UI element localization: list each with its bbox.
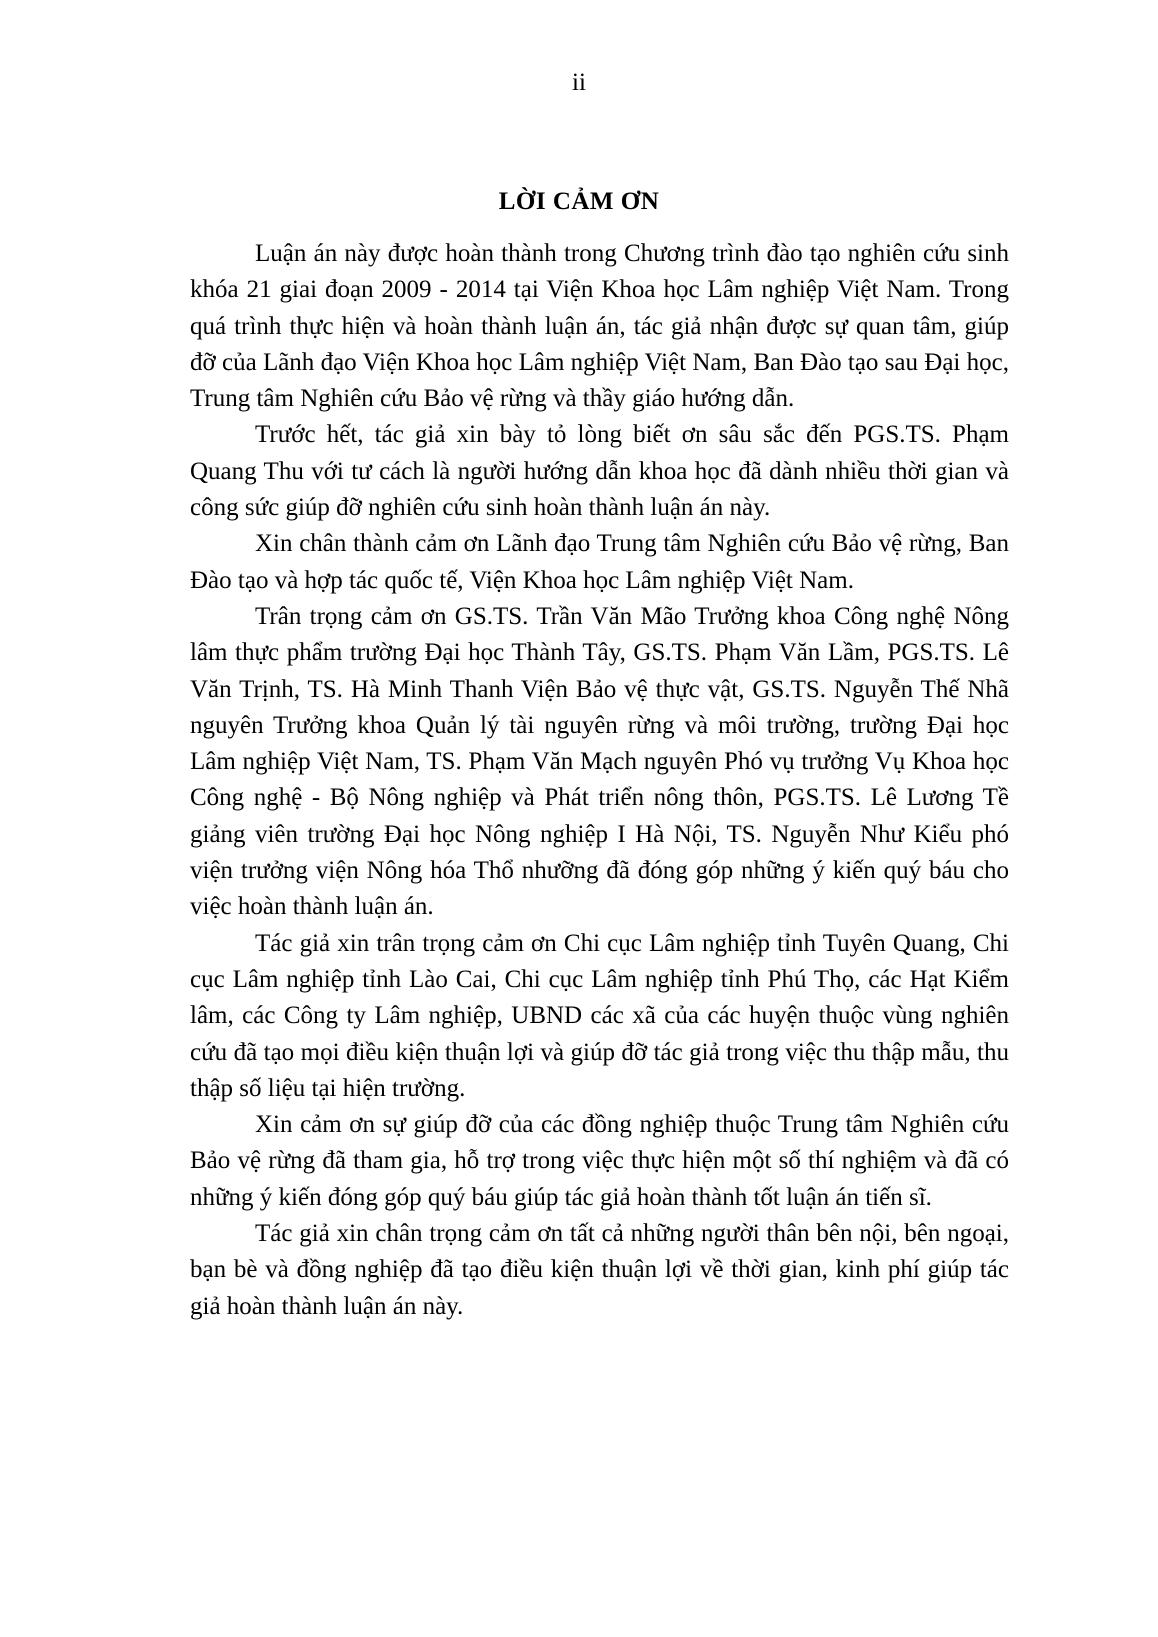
page-number: ii bbox=[572, 69, 586, 96]
paragraph-4: Trân trọng cảm ơn GS.TS. Trần Văn Mão Trưởng khoa Công nghệ Nông lâm thực phẩm trường Đại học Thành Tây, GS.TS. Phạm Văn Lầm, PGS.TS. Lê Văn Trịnh, TS. Hà Minh Thanh Viện Bảo vệ thực vật, GS.TS. Nguyễn Thế Nhã nguyên Trưởng khoa Quản lý tài nguyên rừng và môi trường, trường Đại học Lâm nghiệp Việt Nam, TS. Phạm Văn Mạch nguyên Phó vụ trưởng Vụ Khoa học Công nghệ - Bộ Nông nghiệp và Phát triển nông thôn, PGS.TS. Lê Lương Tề giảng viên trường Đại học Nông nghiệp I Hà Nội, TS. Nguyễn Như Kiểu phó viện trưởng viện Nông hóa Thổ nhưỡng đã đóng góp những ý kiến quý báu cho việc hoàn thành luận án. bbox=[190, 602, 1009, 921]
paragraph-5: Tác giả xin trân trọng cảm ơn Chi cục Lâm nghiệp tỉnh Tuyên Quang, Chi cục Lâm nghiệp tỉnh Lào Cai, Chi cục Lâm nghiệp tỉnh Phú Thọ, các Hạt Kiểm lâm, các Công ty Lâm nghiệp, UBND các xã của các huyện thuộc vùng nghiên cứu đã tạo mọi điều kiện thuận lợi và giúp đỡ tác giả trong việc thu thập mẫu, thu thập số liệu tại hiện trường. bbox=[190, 929, 1009, 1102]
acknowledgements-body bbox=[190, 236, 1009, 1325]
paragraph-1: Luận án này được hoàn thành trong Chương trình đào tạo nghiên cứu sinh khóa 21 giai đoạn 2009 - 2014 tại Viện Khoa học Lâm nghiệp Việt Nam. Trong quá trình thực hiện và hoàn thành luận án, tác giả nhận được sự quan tâm, giúp đỡ của Lãnh đạo Viện Khoa học Lâm nghiệp Việt Nam, Ban Đào tạo sau Đại học, Trung tâm Nghiên cứu Bảo vệ rừng và thầy giáo hướng dẫn. bbox=[190, 240, 1009, 413]
page-title: LỜI CẢM ƠN bbox=[498, 188, 660, 215]
paragraph-7: Tác giả xin chân trọng cảm ơn tất cả những người thân bên nội, bên ngoại, bạn bè và đồng nghiệp đã tạo điều kiện thuận lợi về thời gian, kinh phí giúp tác giả hoàn thành luận án này. bbox=[190, 1220, 1009, 1320]
paragraph-2: Trước hết, tác giả xin bày tỏ lòng biết ơn sâu sắc đến PGS.TS. Phạm Quang Thu với tư cách là người hướng dẫn khoa học đã dành nhiều thời gian và công sức giúp đỡ nghiên cứu sinh hoàn thành luận án này. bbox=[190, 421, 1009, 522]
paragraph-6: Xin cảm ơn sự giúp đỡ của các đồng nghiệp thuộc Trung tâm Nghiên cứu Bảo vệ rừng đã tham gia, hỗ trợ trong việc thực hiện một số thí nghiệm và đã có những ý kiến đóng góp quý báu giúp tác giả hoàn thành tốt luận án tiến sĩ. bbox=[190, 1111, 1009, 1211]
paragraph-3: Xin chân thành cảm ơn Lãnh đạo Trung tâm Nghiên cứu Bảo vệ rừng, Ban Đào tạo và hợp tác quốc tế, Viện Khoa học Lâm nghiệp Việt Nam. bbox=[190, 530, 1009, 594]
